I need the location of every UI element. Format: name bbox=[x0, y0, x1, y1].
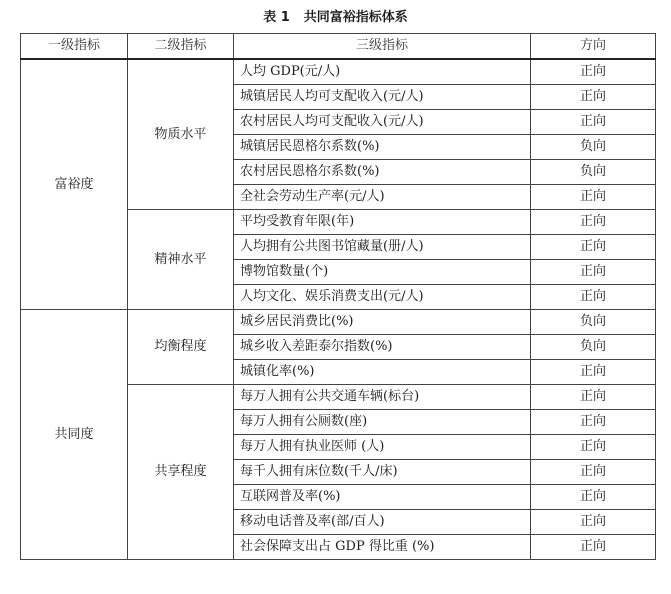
header-level3: 三级指标 bbox=[234, 34, 531, 60]
indicator-cell: 每万人拥有执业医师 (人) bbox=[234, 435, 531, 460]
direction-cell: 负向 bbox=[531, 135, 656, 160]
indicator-cell: 城乡居民消费比(%) bbox=[234, 310, 531, 335]
direction-cell: 正向 bbox=[531, 360, 656, 385]
indicator-cell: 农村居民恩格尔系数(%) bbox=[234, 160, 531, 185]
table-number: 表 1 bbox=[263, 10, 290, 25]
level1-cell: 共同度 bbox=[21, 310, 128, 560]
direction-cell: 负向 bbox=[531, 335, 656, 360]
direction-cell: 正向 bbox=[531, 460, 656, 485]
indicator-cell: 人均文化、娱乐消费支出(元/人) bbox=[234, 285, 531, 310]
direction-cell: 正向 bbox=[531, 210, 656, 235]
indicator-cell: 互联网普及率(%) bbox=[234, 485, 531, 510]
header-level2: 二级指标 bbox=[128, 34, 234, 60]
direction-cell: 正向 bbox=[531, 510, 656, 535]
indicator-cell: 博物馆数量(个) bbox=[234, 260, 531, 285]
direction-cell: 正向 bbox=[531, 260, 656, 285]
direction-cell: 正向 bbox=[531, 410, 656, 435]
direction-cell: 正向 bbox=[531, 485, 656, 510]
table-body bbox=[21, 59, 656, 560]
indicator-cell: 农村居民人均可支配收入(元/人) bbox=[234, 110, 531, 135]
indicator-cell: 社会保障支出占 GDP 得比重 (%) bbox=[234, 535, 531, 560]
indicator-cell: 移动电话普及率(部/百人) bbox=[234, 510, 531, 535]
level1-cell: 富裕度 bbox=[21, 59, 128, 310]
direction-cell: 正向 bbox=[531, 535, 656, 560]
indicator-cell: 每千人拥有床位数(千人/床) bbox=[234, 460, 531, 485]
level2-cell: 均衡程度 bbox=[128, 310, 234, 385]
direction-cell: 负向 bbox=[531, 310, 656, 335]
table-title: 共同富裕指标体系 bbox=[303, 10, 408, 25]
header-row bbox=[21, 34, 656, 60]
direction-cell: 正向 bbox=[531, 185, 656, 210]
table-row bbox=[21, 59, 656, 85]
level2-cell: 精神水平 bbox=[128, 210, 234, 310]
table-caption bbox=[0, 6, 671, 25]
indicator-cell: 城镇居民恩格尔系数(%) bbox=[234, 135, 531, 160]
direction-cell: 正向 bbox=[531, 285, 656, 310]
direction-cell: 正向 bbox=[531, 235, 656, 260]
indicator-cell: 每万人拥有公共交通车辆(标台) bbox=[234, 385, 531, 410]
header-direction: 方向 bbox=[531, 34, 656, 60]
indicator-cell: 城乡收入差距泰尔指数(%) bbox=[234, 335, 531, 360]
indicator-table bbox=[20, 33, 656, 560]
indicator-cell: 人均 GDP(元/人) bbox=[234, 59, 531, 85]
indicator-cell: 每万人拥有公厕数(座) bbox=[234, 410, 531, 435]
level2-cell: 物质水平 bbox=[128, 59, 234, 210]
indicator-cell: 城镇居民人均可支配收入(元/人) bbox=[234, 85, 531, 110]
indicator-cell: 城镇化率(%) bbox=[234, 360, 531, 385]
indicator-cell: 全社会劳动生产率(元/人) bbox=[234, 185, 531, 210]
direction-cell: 正向 bbox=[531, 59, 656, 85]
direction-cell: 正向 bbox=[531, 385, 656, 410]
header-level1: 一级指标 bbox=[21, 34, 128, 60]
direction-cell: 正向 bbox=[531, 85, 656, 110]
indicator-cell: 平均受教育年限(年) bbox=[234, 210, 531, 235]
direction-cell: 负向 bbox=[531, 160, 656, 185]
direction-cell: 正向 bbox=[531, 435, 656, 460]
indicator-cell: 人均拥有公共图书馆藏量(册/人) bbox=[234, 235, 531, 260]
direction-cell: 正向 bbox=[531, 110, 656, 135]
table-row bbox=[21, 310, 656, 335]
level2-cell: 共享程度 bbox=[128, 385, 234, 560]
